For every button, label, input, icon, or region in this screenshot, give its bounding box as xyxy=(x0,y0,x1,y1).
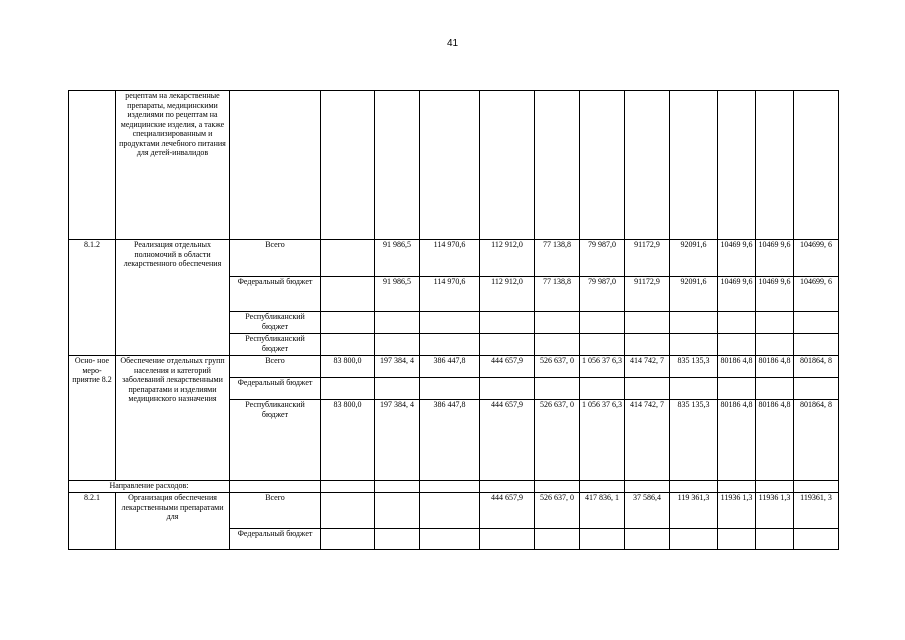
table-row xyxy=(69,91,839,240)
value-cell: 835 135,3 xyxy=(670,400,718,481)
value-cell: 114 970,6 xyxy=(420,277,480,312)
source-cell: Федеральный бюджет xyxy=(230,378,321,400)
value-cell: 83 800,0 xyxy=(321,356,375,378)
value-cell: 444 657,9 xyxy=(480,356,535,378)
code-cell: 8.1.2 xyxy=(69,240,116,356)
table-row xyxy=(69,481,839,493)
direction-label: Направление расходов: xyxy=(69,481,230,493)
source-cell: Всего xyxy=(230,240,321,277)
budget-table xyxy=(68,90,839,550)
code-cell: 8.2.1 xyxy=(69,493,116,550)
value-cell: 80186 4,8 xyxy=(756,400,794,481)
value-cell: 414 742, 7 xyxy=(625,356,670,378)
code-cell: Осно- ное меро- приятие 8.2 xyxy=(69,356,116,481)
value-cell: 444 657,9 xyxy=(480,400,535,481)
source-cell: Всего xyxy=(230,493,321,529)
value-cell xyxy=(375,493,420,529)
value-cell: 801864, 8 xyxy=(794,356,839,378)
value-cell xyxy=(321,240,375,277)
value-cell xyxy=(321,277,375,312)
table-row xyxy=(69,240,839,277)
source-cell: Республиканский бюджет xyxy=(230,400,321,481)
value-cell: 386 447,8 xyxy=(420,356,480,378)
value-cell: 119361, 3 xyxy=(794,493,839,529)
value-cell: 91172,9 xyxy=(625,277,670,312)
value-cell: 80186 4,8 xyxy=(718,356,756,378)
source-cell xyxy=(230,91,321,240)
value-cell: 526 637, 0 xyxy=(535,400,580,481)
value-cell: 92091,6 xyxy=(670,240,718,277)
value-cell: 10469 9,6 xyxy=(756,240,794,277)
value-cell: 119 361,3 xyxy=(670,493,718,529)
table-row xyxy=(69,493,839,529)
name-cell: Организация обеспечения лекарственными препаратами для xyxy=(116,493,230,550)
value-cell xyxy=(420,493,480,529)
value-cell: 197 384, 4 xyxy=(375,400,420,481)
value-cell: 79 987,0 xyxy=(580,240,625,277)
value-cell: 112 912,0 xyxy=(480,240,535,277)
source-cell: Республиканский бюджет xyxy=(230,334,321,356)
value-cell xyxy=(321,493,375,529)
source-cell: Всего xyxy=(230,356,321,378)
value-cell: 80186 4,8 xyxy=(756,356,794,378)
value-cell: 835 135,3 xyxy=(670,356,718,378)
source-cell: Федеральный бюджет xyxy=(230,529,321,550)
value-cell: 414 742, 7 xyxy=(625,400,670,481)
value-cell: 417 836, 1 xyxy=(580,493,625,529)
value-cell: 386 447,8 xyxy=(420,400,480,481)
table-row xyxy=(69,356,839,378)
value-cell: 114 970,6 xyxy=(420,240,480,277)
value-cell: 80186 4,8 xyxy=(718,400,756,481)
code-cell xyxy=(69,91,116,240)
value-cell: 104699, 6 xyxy=(794,277,839,312)
name-cell: рецептам на лекарственные препараты, медицинскими изделиями по рецептам на медицинские изделия, а также специализированным и продуктами лечебного питания для детей-инвалидов xyxy=(116,91,230,240)
value-cell: 92091,6 xyxy=(670,277,718,312)
value-cell: 197 384, 4 xyxy=(375,356,420,378)
value-cell: 79 987,0 xyxy=(580,277,625,312)
value-cell: 526 637, 0 xyxy=(535,493,580,529)
value-cell: 1 056 37 6,3 xyxy=(580,356,625,378)
value-cell: 91172,9 xyxy=(625,240,670,277)
value-cell: 104699, 6 xyxy=(794,240,839,277)
value-cell: 91 986,5 xyxy=(375,277,420,312)
value-cell: 526 637, 0 xyxy=(535,356,580,378)
source-cell: Республиканский бюджет xyxy=(230,312,321,334)
name-cell: Обеспечение отдельных групп населения и категорий заболеваний лекарственными препаратами и изделиями медицинского назначения xyxy=(116,356,230,481)
value-cell: 83 800,0 xyxy=(321,400,375,481)
name-cell: Реализация отдельных полномочий в области лекарственного обеспечения xyxy=(116,240,230,356)
value-cell: 10469 9,6 xyxy=(718,240,756,277)
value-cell: 77 138,8 xyxy=(535,240,580,277)
value-cell: 801864, 8 xyxy=(794,400,839,481)
value-cell: 11936 1,3 xyxy=(718,493,756,529)
value-cell: 11936 1,3 xyxy=(756,493,794,529)
value-cell: 444 657,9 xyxy=(480,493,535,529)
page-number: 41 xyxy=(446,38,459,49)
value-cell: 112 912,0 xyxy=(480,277,535,312)
value-cell: 10469 9,6 xyxy=(718,277,756,312)
value-cell: 37 586,4 xyxy=(625,493,670,529)
value-cell: 1 056 37 6,3 xyxy=(580,400,625,481)
source-cell: Федеральный бюджет xyxy=(230,277,321,312)
value-cell: 91 986,5 xyxy=(375,240,420,277)
value-cell: 10469 9,6 xyxy=(756,277,794,312)
value-cell: 77 138,8 xyxy=(535,277,580,312)
